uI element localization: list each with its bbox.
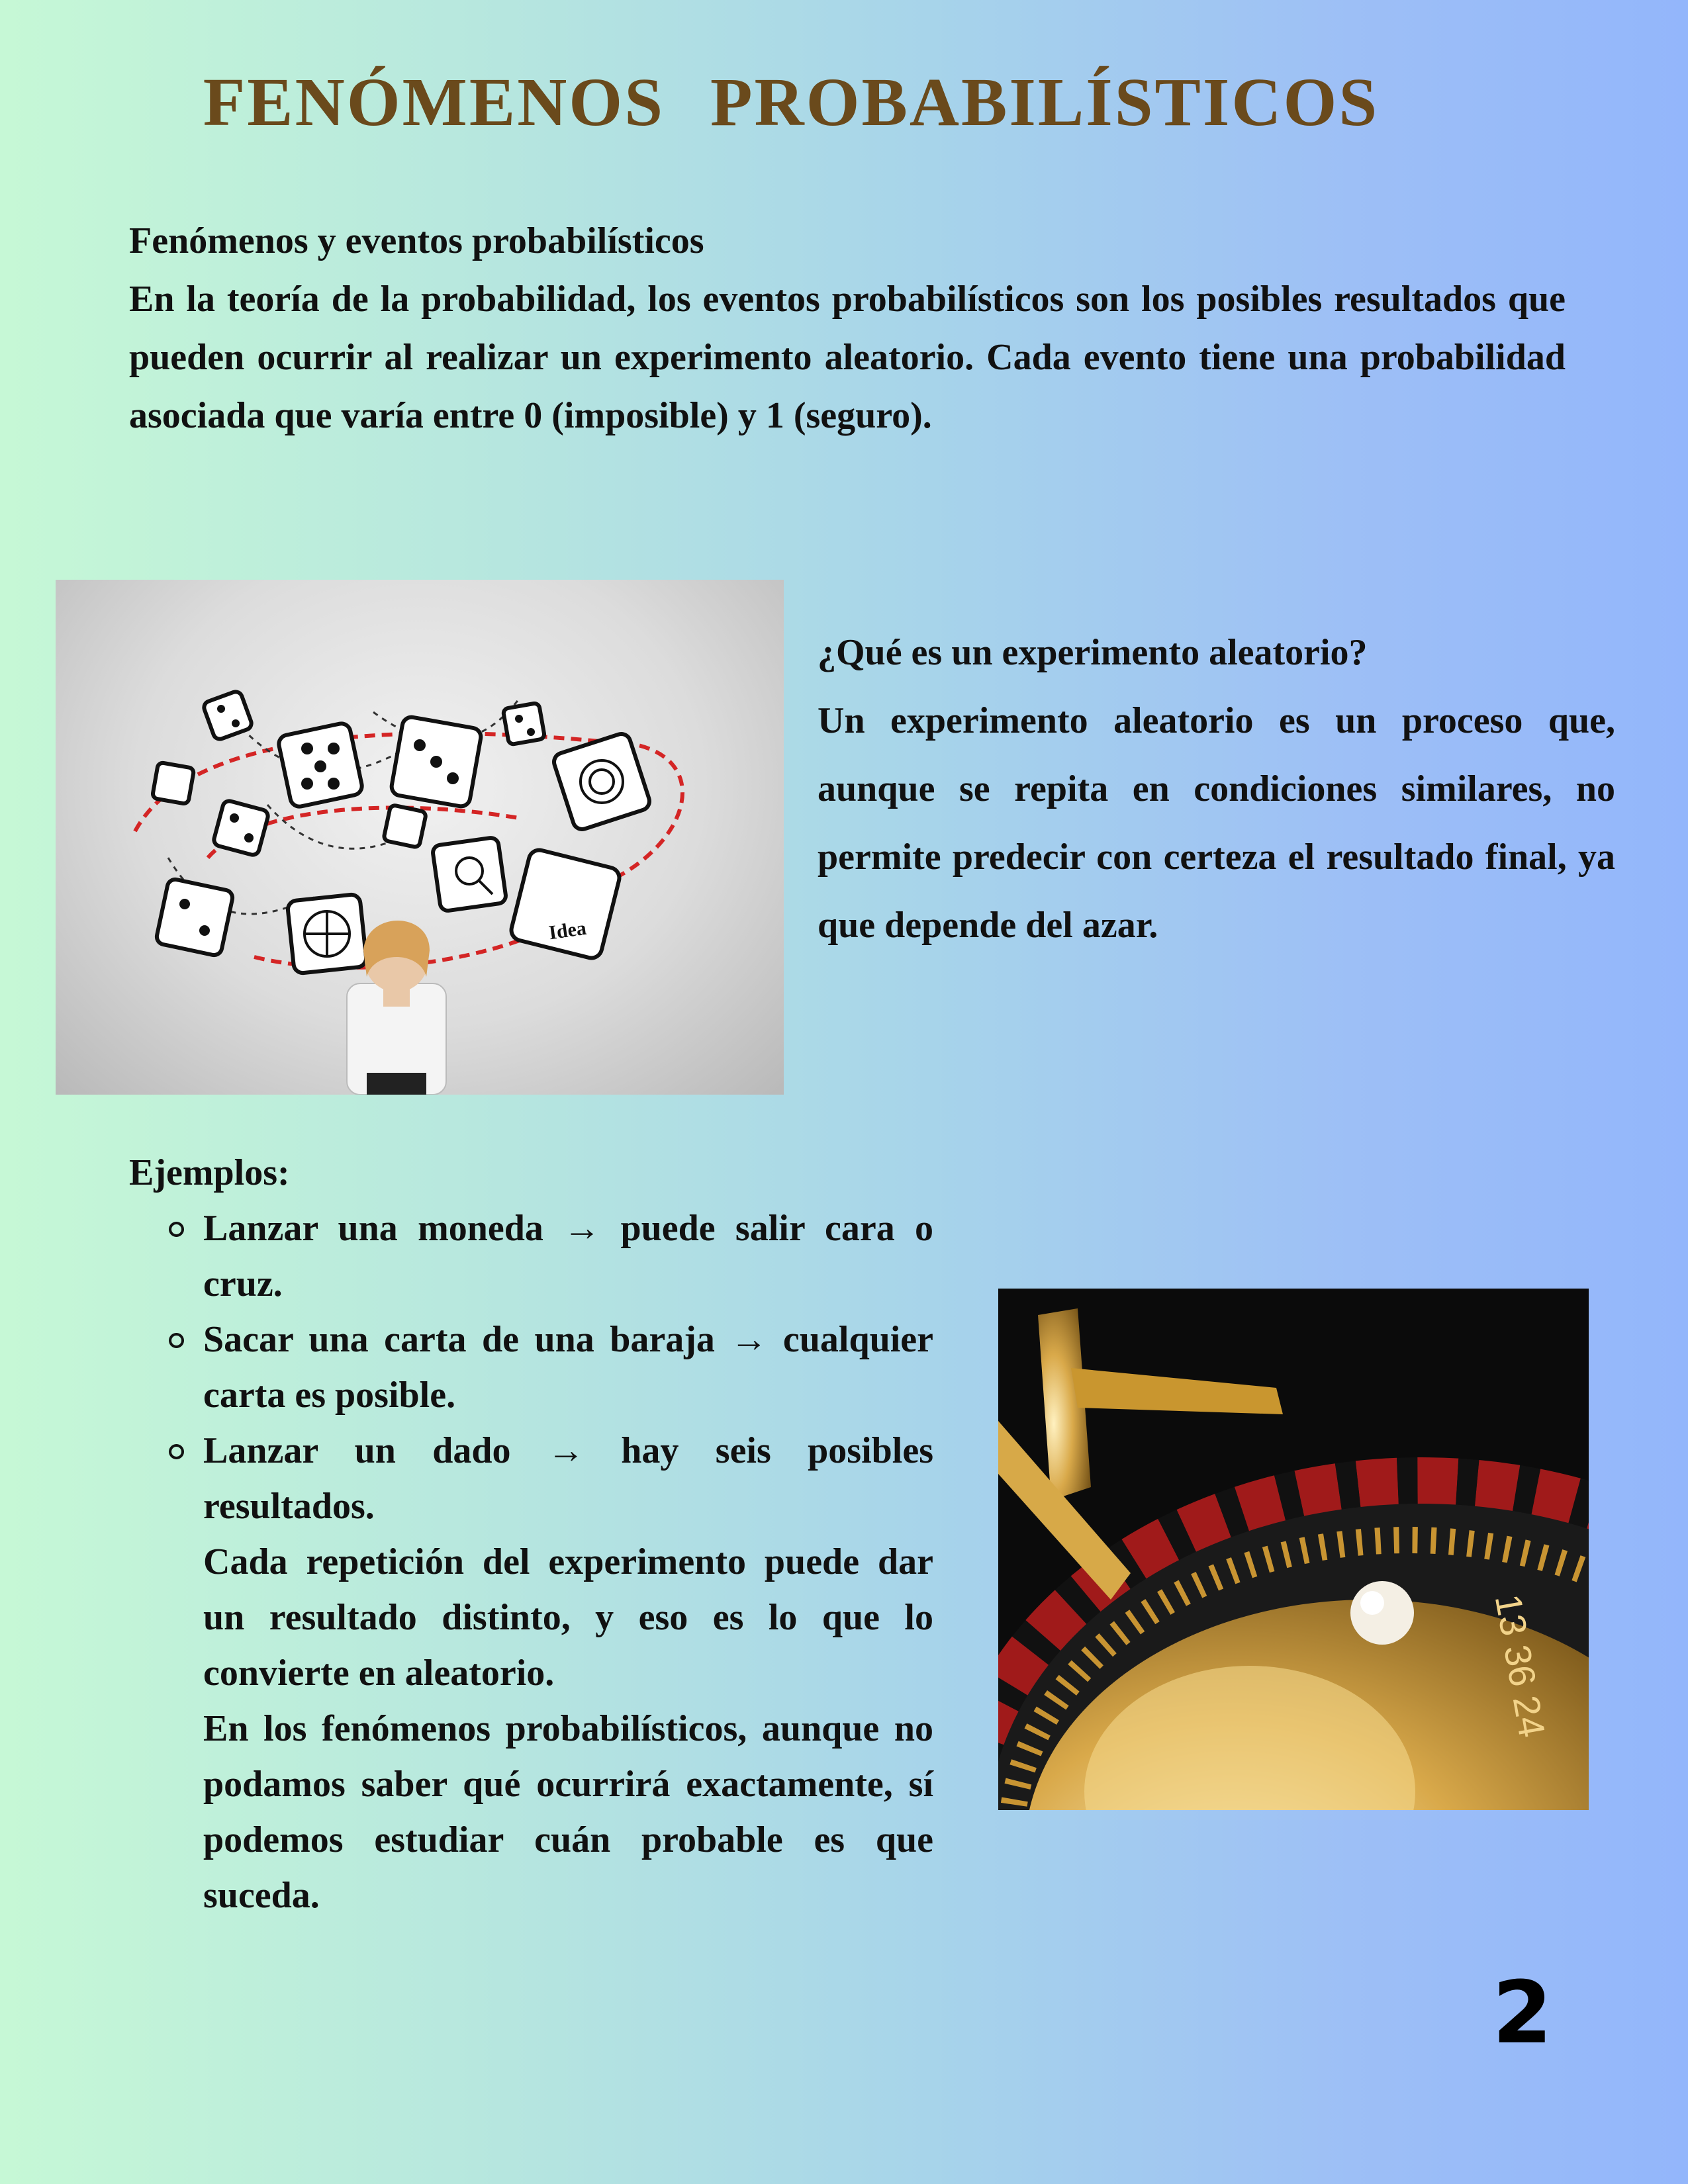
list-item: Lanzar una moneda → puede salir cara o cruz. — [203, 1201, 933, 1312]
examples-paragraph-2: En los fenómenos probabilísticos, aunque no podamos saber qué ocurrirá exactamente, sí podemos estudiar cuán probable es que suceda. — [203, 1708, 933, 1916]
examples-section — [129, 1145, 933, 1923]
list-item: Lanzar un dado → hay seis posibles resultados. — [203, 1423, 933, 1534]
roulette-wheel-image — [998, 1289, 1589, 1810]
roulette-numbers: 13 36 24 — [1487, 1590, 1554, 1741]
bullet-icon — [169, 1222, 184, 1237]
examples-list — [129, 1201, 933, 1534]
dice-thinking-woman-image — [56, 580, 784, 1095]
page-title: FENÓMENOS PROBABILÍSTICOS — [203, 64, 1380, 140]
random-experiment-heading: ¿Qué es un experimento aleatorio? — [818, 632, 1368, 673]
examples-heading: Ejemplos: — [129, 1152, 290, 1193]
page-number: 2 — [1492, 1962, 1552, 2063]
random-experiment-paragraph: Un experimento aleatorio es un proceso que, aunque se repita en condiciones similares, no permite predecir con certeza el resultado final, ya que depende del azar. — [818, 700, 1615, 946]
dice-idea-label: Idea — [547, 917, 588, 944]
bullet-icon — [169, 1444, 184, 1459]
intro-section — [129, 212, 1566, 445]
intro-heading: Fenómenos y eventos probabilísticos — [129, 220, 704, 261]
bullet-icon — [169, 1333, 184, 1348]
intro-paragraph: En la teoría de la probabilidad, los eventos probabilísticos son los posibles resultados que pueden ocurrir al realizar un experimento aleatorio. Cada evento tiene una probabilidad asociada que varía entre 0 (imposible) y 1 (seguro). — [129, 279, 1566, 436]
random-experiment-section — [818, 619, 1615, 960]
examples-paragraph-1: Cada repetición del experimento puede dar un resultado distinto, y eso es lo que lo convierte en aleatorio. — [203, 1541, 933, 1694]
list-item: Sacar una carta de una baraja → cualquier carta es posible. — [203, 1312, 933, 1423]
